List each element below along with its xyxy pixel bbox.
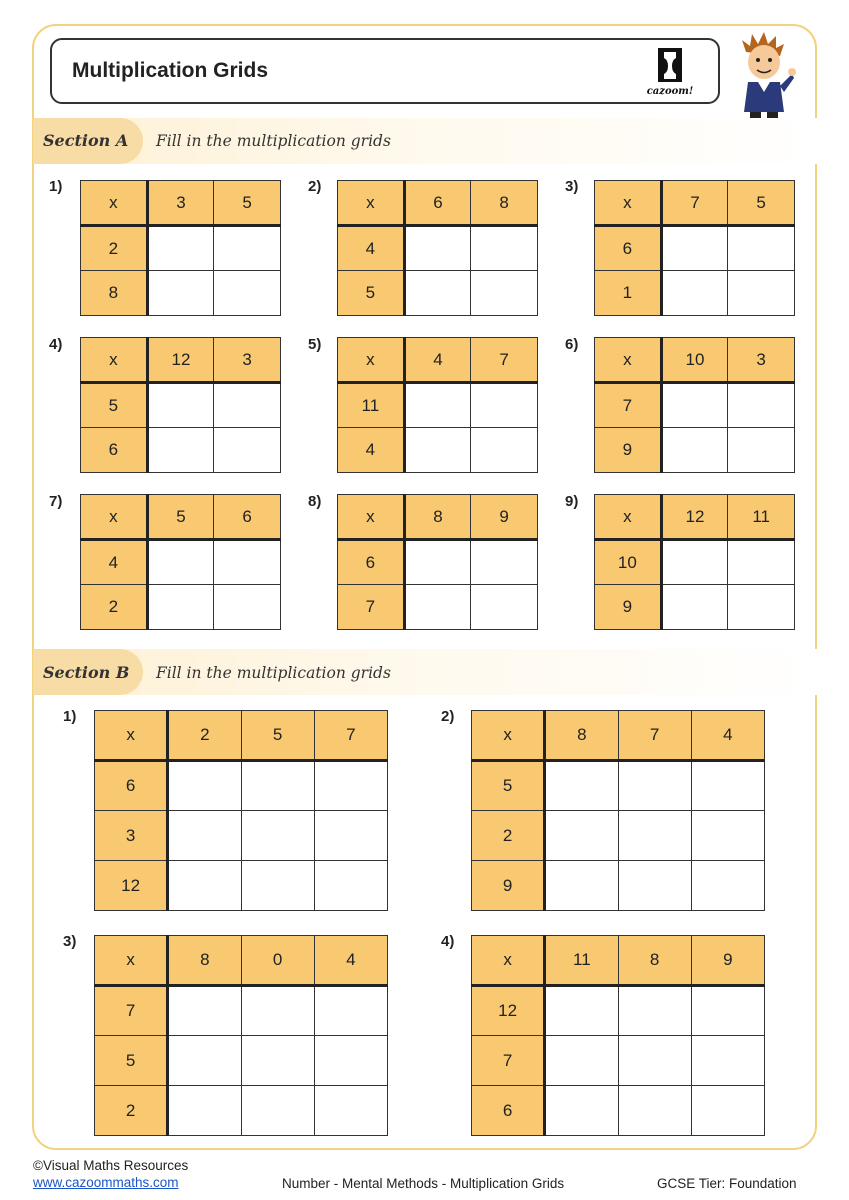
question-number: 4) (441, 933, 455, 950)
answer-cell[interactable] (691, 986, 764, 1036)
answer-cell[interactable] (241, 1036, 314, 1086)
grid-column-header: 8 (618, 936, 691, 986)
grid-corner-symbol: x (338, 338, 405, 383)
grid-column-header: 4 (404, 338, 471, 383)
answer-cell[interactable] (471, 428, 538, 473)
answer-cell[interactable] (147, 383, 214, 428)
grid-row-header: 5 (95, 1036, 168, 1086)
grid-column-header: 4 (314, 936, 387, 986)
grid-column-header: 12 (661, 495, 728, 540)
answer-cell[interactable] (618, 761, 691, 811)
answer-cell[interactable] (314, 1036, 387, 1086)
answer-cell[interactable] (728, 585, 795, 630)
multiplication-grid (594, 494, 795, 630)
question-number: 7) (49, 493, 63, 510)
answer-cell[interactable] (314, 1086, 387, 1136)
title-box (50, 38, 720, 104)
grid-column-header: 7 (661, 181, 728, 226)
answer-cell[interactable] (618, 986, 691, 1036)
answer-cell[interactable] (214, 271, 281, 316)
grid-column-header: 8 (545, 711, 618, 761)
answer-cell[interactable] (168, 761, 241, 811)
answer-cell[interactable] (404, 540, 471, 585)
grid-corner-symbol: x (81, 181, 148, 226)
grid-row-header: 5 (338, 271, 405, 316)
grid-corner-symbol: x (472, 711, 545, 761)
grid-column-header: 3 (728, 338, 795, 383)
answer-cell[interactable] (691, 861, 764, 911)
answer-cell[interactable] (214, 540, 281, 585)
multiplication-grid (80, 494, 281, 630)
grid-row-header: 9 (472, 861, 545, 911)
grid-row-header: 10 (595, 540, 662, 585)
multiplication-grid (594, 180, 795, 316)
answer-cell[interactable] (728, 428, 795, 473)
answer-cell[interactable] (691, 761, 764, 811)
answer-cell[interactable] (661, 271, 728, 316)
answer-cell[interactable] (168, 1036, 241, 1086)
grid-column-header: 0 (241, 936, 314, 986)
answer-cell[interactable] (404, 428, 471, 473)
page-title: Multiplication Grids (72, 59, 269, 82)
grid-row-header: 6 (95, 761, 168, 811)
multiplication-grid (337, 180, 538, 316)
grid-column-header: 7 (471, 338, 538, 383)
answer-cell[interactable] (471, 540, 538, 585)
grid-row-header: 7 (338, 585, 405, 630)
grid-row-header: 8 (81, 271, 148, 316)
question-number: 2) (308, 178, 322, 195)
grid-corner-symbol: x (81, 338, 148, 383)
grid-column-header: 8 (471, 181, 538, 226)
answer-cell[interactable] (618, 811, 691, 861)
answer-cell[interactable] (661, 428, 728, 473)
grid-row-header: 12 (472, 986, 545, 1036)
question-number: 8) (308, 493, 322, 510)
multiplication-grid (94, 935, 388, 1136)
multiplication-grid (594, 337, 795, 473)
footer-credits (33, 1157, 188, 1191)
grid-column-header: 8 (168, 936, 241, 986)
multiplication-grid (80, 180, 281, 316)
grid-row-header: 12 (95, 861, 168, 911)
grid-row-header: 9 (595, 585, 662, 630)
grid-row-header: 9 (595, 428, 662, 473)
answer-cell[interactable] (545, 811, 618, 861)
answer-cell[interactable] (545, 986, 618, 1036)
grid-corner-symbol: x (595, 338, 662, 383)
answer-cell[interactable] (728, 540, 795, 585)
grid-column-header: 7 (314, 711, 387, 761)
grid-column-header: 8 (404, 495, 471, 540)
answer-cell[interactable] (404, 383, 471, 428)
section-b-instruction: Fill in the multiplication grids (156, 664, 391, 682)
answer-cell[interactable] (661, 226, 728, 271)
grid-row-header: 6 (472, 1086, 545, 1136)
answer-cell[interactable] (661, 585, 728, 630)
answer-cell[interactable] (214, 585, 281, 630)
multiplication-grid (337, 337, 538, 473)
grid-column-header: 11 (728, 495, 795, 540)
answer-cell[interactable] (728, 271, 795, 316)
answer-cell[interactable] (618, 1086, 691, 1136)
grid-row-header: 11 (338, 383, 405, 428)
grid-corner-symbol: x (81, 495, 148, 540)
answer-cell[interactable] (314, 861, 387, 911)
logo-text: cazoom! (646, 86, 694, 97)
grid-row-header: 7 (95, 986, 168, 1036)
grid-corner-symbol: x (595, 181, 662, 226)
grid-row-header: 2 (95, 1086, 168, 1136)
cazoom-logo (637, 46, 703, 100)
answer-cell[interactable] (471, 585, 538, 630)
grid-column-header: 5 (241, 711, 314, 761)
answer-cell[interactable] (545, 1036, 618, 1086)
grid-corner-symbol: x (95, 936, 168, 986)
grid-row-header: 5 (81, 383, 148, 428)
answer-cell[interactable] (471, 383, 538, 428)
grid-column-header: 6 (404, 181, 471, 226)
answer-cell[interactable] (147, 585, 214, 630)
answer-cell[interactable] (241, 811, 314, 861)
grid-corner-symbol: x (95, 711, 168, 761)
answer-cell[interactable] (147, 540, 214, 585)
footer-topic: Number - Mental Methods - Multiplication Grids (282, 1176, 565, 1191)
answer-cell[interactable] (147, 428, 214, 473)
copyright-text: ©Visual Maths Resources (33, 1158, 189, 1173)
grid-column-header: 12 (147, 338, 214, 383)
grid-row-header: 4 (81, 540, 148, 585)
grid-column-header: 3 (147, 181, 214, 226)
grid-row-header: 2 (472, 811, 545, 861)
answer-cell[interactable] (728, 226, 795, 271)
answer-cell[interactable] (214, 226, 281, 271)
answer-cell[interactable] (545, 861, 618, 911)
grid-row-header: 3 (95, 811, 168, 861)
grid-column-header: 2 (168, 711, 241, 761)
grid-corner-symbol: x (338, 181, 405, 226)
grid-column-header: 5 (728, 181, 795, 226)
multiplication-grid (94, 710, 388, 911)
grid-column-header: 11 (545, 936, 618, 986)
answer-cell[interactable] (661, 540, 728, 585)
footer-tier: GCSE Tier: Foundation (657, 1176, 797, 1191)
answer-cell[interactable] (147, 271, 214, 316)
answer-cell[interactable] (691, 1086, 764, 1136)
grid-column-header: 4 (691, 711, 764, 761)
multiplication-grid (471, 710, 765, 911)
answer-cell[interactable] (241, 1086, 314, 1136)
question-number: 6) (565, 336, 579, 353)
answer-cell[interactable] (168, 811, 241, 861)
grid-column-header: 6 (214, 495, 281, 540)
grid-row-header: 4 (338, 226, 405, 271)
grid-column-header: 10 (661, 338, 728, 383)
answer-cell[interactable] (661, 383, 728, 428)
answer-cell[interactable] (618, 861, 691, 911)
grid-row-header: 2 (81, 585, 148, 630)
answer-cell[interactable] (241, 861, 314, 911)
question-number: 1) (49, 178, 63, 195)
answer-cell[interactable] (691, 811, 764, 861)
answer-cell[interactable] (168, 1086, 241, 1136)
answer-cell[interactable] (241, 986, 314, 1036)
question-number: 2) (441, 708, 455, 725)
logo-icon (637, 46, 703, 86)
question-number: 5) (308, 336, 322, 353)
grid-row-header: 7 (595, 383, 662, 428)
grid-row-header: 7 (472, 1036, 545, 1086)
question-number: 4) (49, 336, 63, 353)
answer-cell[interactable] (168, 861, 241, 911)
question-number: 3) (63, 933, 77, 950)
answer-cell[interactable] (214, 383, 281, 428)
grid-row-header: 5 (472, 761, 545, 811)
grid-row-header: 4 (338, 428, 405, 473)
answer-cell[interactable] (214, 428, 281, 473)
grid-corner-symbol: x (472, 936, 545, 986)
answer-cell[interactable] (545, 761, 618, 811)
section-b-label: Section B (43, 663, 130, 682)
grid-column-header: 5 (147, 495, 214, 540)
answer-cell[interactable] (404, 226, 471, 271)
grid-column-header: 3 (214, 338, 281, 383)
grid-column-header: 5 (214, 181, 281, 226)
answer-cell[interactable] (314, 761, 387, 811)
section-b-band (33, 649, 817, 695)
answer-cell[interactable] (691, 1036, 764, 1086)
grid-corner-symbol: x (595, 495, 662, 540)
section-a-band (33, 118, 817, 164)
grid-row-header: 6 (338, 540, 405, 585)
grid-row-header: 6 (595, 226, 662, 271)
answer-cell[interactable] (404, 585, 471, 630)
answer-cell[interactable] (728, 383, 795, 428)
answer-cell[interactable] (314, 811, 387, 861)
answer-cell[interactable] (404, 271, 471, 316)
answer-cell[interactable] (241, 761, 314, 811)
grid-row-header: 1 (595, 271, 662, 316)
grid-column-header: 7 (618, 711, 691, 761)
multiplication-grid (471, 935, 765, 1136)
answer-cell[interactable] (314, 986, 387, 1036)
grid-row-header: 2 (81, 226, 148, 271)
multiplication-grid (337, 494, 538, 630)
grid-column-header: 9 (691, 936, 764, 986)
multiplication-grid (80, 337, 281, 473)
grid-column-header: 9 (471, 495, 538, 540)
question-number: 3) (565, 178, 579, 195)
grid-row-header: 6 (81, 428, 148, 473)
answer-cell[interactable] (618, 1036, 691, 1086)
grid-corner-symbol: x (338, 495, 405, 540)
answer-cell[interactable] (471, 271, 538, 316)
answer-cell[interactable] (168, 986, 241, 1036)
section-a-instruction: Fill in the multiplication grids (156, 132, 391, 150)
question-number: 9) (565, 493, 579, 510)
website-link[interactable]: www.cazoommaths.com (33, 1175, 179, 1190)
section-a-label: Section A (43, 131, 129, 150)
answer-cell[interactable] (471, 226, 538, 271)
answer-cell[interactable] (147, 226, 214, 271)
answer-cell[interactable] (545, 1086, 618, 1136)
question-number: 1) (63, 708, 77, 725)
